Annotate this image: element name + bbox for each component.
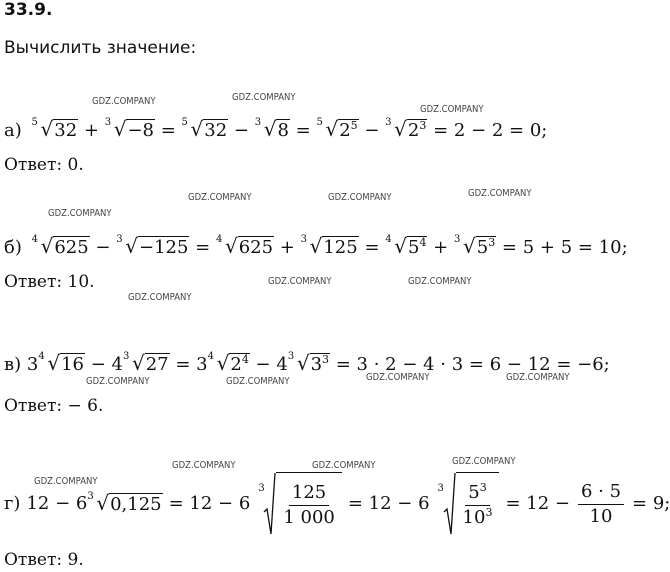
watermark: GDZ.COMPANY (408, 276, 472, 287)
answer-value: − 6. (67, 396, 104, 416)
watermark: GDZ.COMPANY (468, 188, 532, 199)
answer-label: Ответ: (4, 550, 63, 570)
answer-b (4, 272, 95, 292)
radical-fraction: 3 $\frac{125}{1 000}$ (264, 472, 342, 536)
answer-value: 10. (67, 272, 95, 292)
answer-c (4, 396, 103, 416)
answer-a (4, 155, 84, 175)
equation-c: в) 3 4 √16 − 4 3 √27 = 3 4 $√2^4 - 4$ 3 $√3^3 = 3 \cdot 2 - 4 \cdot 3 = 6 - 12 = -6$; (4, 351, 610, 375)
watermark: GDZ.COMPANY (232, 92, 296, 103)
watermark: GDZ.COMPANY (452, 456, 516, 467)
answer-value: 0. (67, 155, 84, 175)
watermark: GDZ.COMPANY (188, 192, 252, 203)
watermark: GDZ.COMPANY (268, 276, 332, 287)
watermark: GDZ.COMPANY (48, 208, 112, 219)
watermark: GDZ.COMPANY (506, 372, 570, 383)
equation-b: б) 4 √625 − 3 √−125 = 4 √625 + 3 √125 = 4 $√5^4$ + 3 $√5^3 = 5 + 5 = 10$; (4, 234, 628, 258)
answer-label: Ответ: (4, 272, 63, 292)
answer-value: 9. (67, 550, 84, 570)
problem-label: в) (4, 354, 22, 375)
watermark: GDZ.COMPANY (366, 372, 430, 383)
watermark: GDZ.COMPANY (328, 192, 392, 203)
equation-a: а) 5 √32 + 3 √−8 = 5 √32 − 3 √8 = 5 $√2^5$ − 3 $√2^3 = 2 - 2 = 0$; (4, 117, 548, 141)
task-text: Вычислить значение: (4, 38, 197, 58)
watermark: GDZ.COMPANY (92, 96, 156, 107)
watermark: GDZ.COMPANY (34, 476, 98, 487)
watermark: GDZ.COMPANY (172, 460, 236, 471)
radical-fraction: 3 $\frac{5^3}{10^3}$ (444, 472, 500, 536)
equation-d: г) 12 − 6 3 √0,125 = 12 − 6 3 $\frac{125}{1 000}$ = 12 − 6 3 $\frac{5^3}{10^3}$ = 12 − $\frac{6 \cdot 5}{10}$ = 9; (4, 472, 670, 536)
problem-label: а) (4, 120, 22, 141)
problem-label: б) (4, 237, 22, 258)
answer-label: Ответ: (4, 396, 63, 416)
exercise-number: 33.9. (4, 0, 53, 20)
watermark: GDZ.COMPANY (86, 376, 150, 387)
answer-label: Ответ: (4, 155, 63, 175)
problem-label: г) (4, 493, 21, 514)
watermark: GDZ.COMPANY (226, 376, 290, 387)
watermark: GDZ.COMPANY (420, 104, 484, 115)
answer-d (4, 550, 84, 570)
watermark: GDZ.COMPANY (312, 460, 376, 471)
watermark: GDZ.COMPANY (128, 292, 192, 303)
